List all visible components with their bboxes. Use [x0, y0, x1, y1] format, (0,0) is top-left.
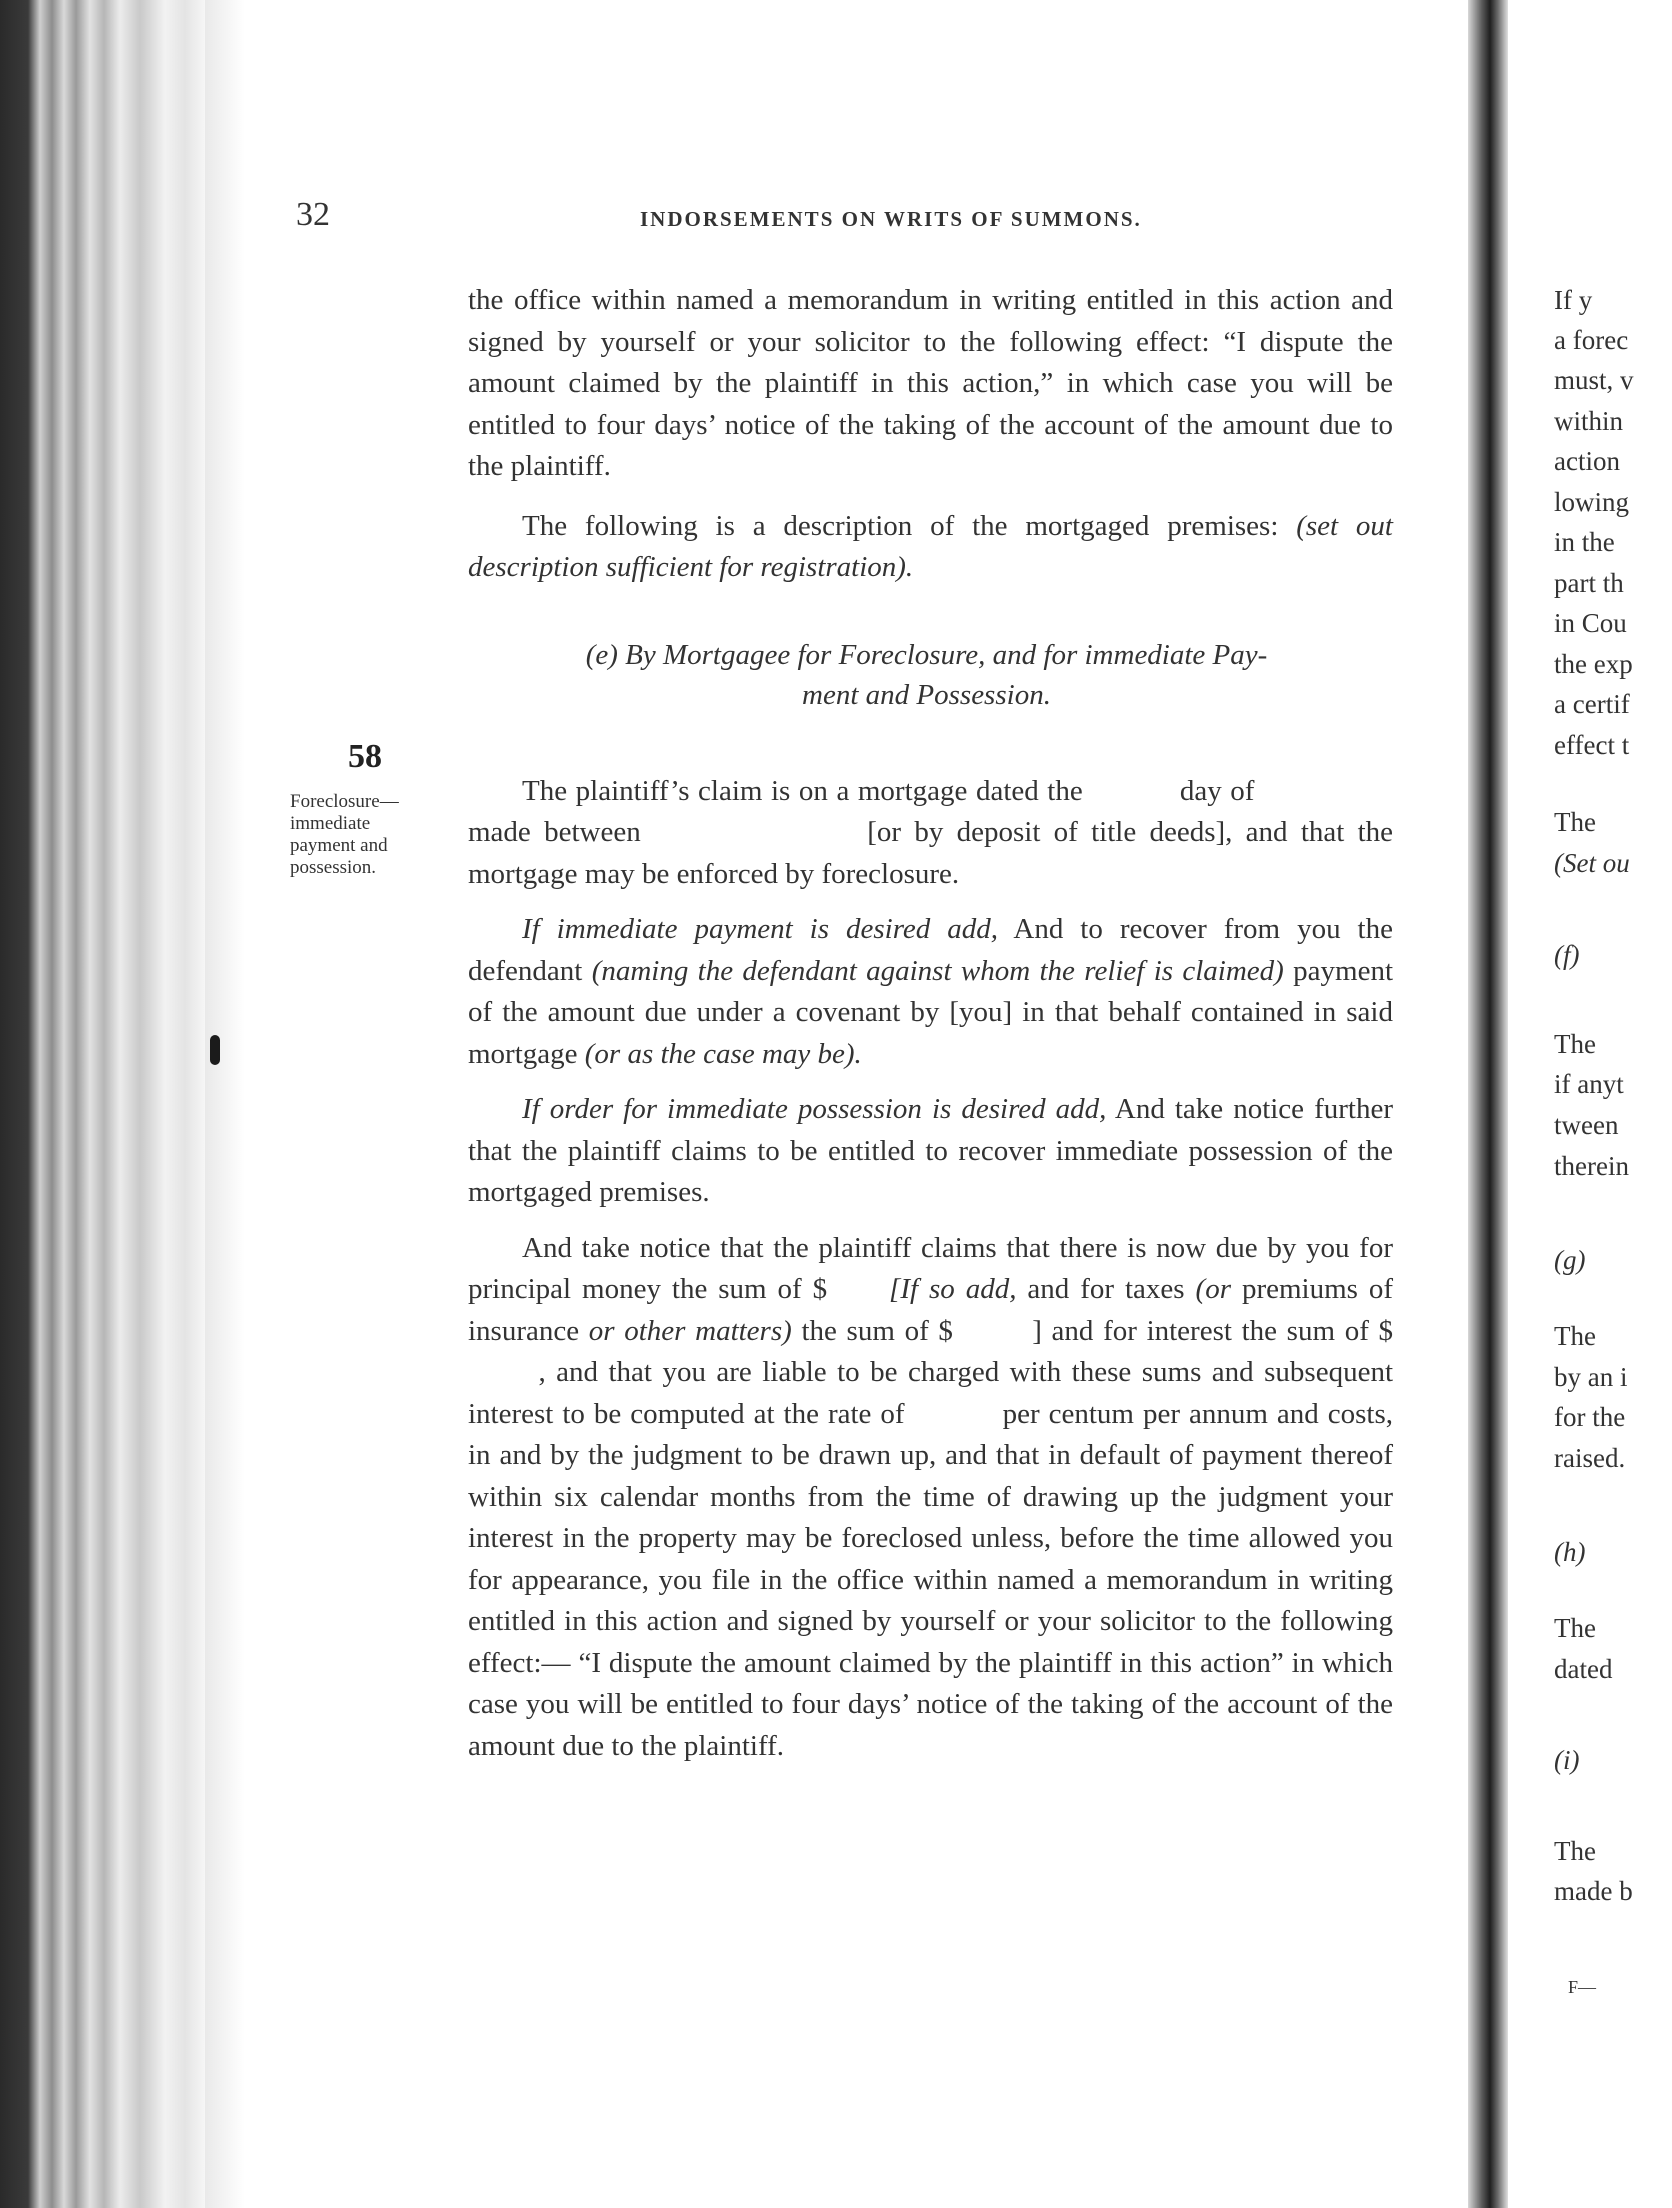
- margin-note-line: payment and: [290, 835, 388, 856]
- facing-page-line: F—: [1568, 1977, 1597, 1997]
- paragraph-italic-text: If immediate payment is desired add,: [522, 913, 999, 945]
- heading-line: By Mortgagee for Foreclosure, and for immediate Pay-: [625, 638, 1268, 671]
- paragraph-text: And take notice further that the plaintiff claims to be entitled to recover immediate possession of the mortgaged premises.: [468, 1093, 1393, 1208]
- facing-page-line: if anyt: [1554, 1069, 1624, 1099]
- facing-page-line: lowing: [1554, 487, 1630, 517]
- facing-page-line: (h): [1554, 1537, 1586, 1567]
- facing-page-line: a certif: [1554, 689, 1630, 719]
- facing-page-line: part th: [1554, 568, 1624, 598]
- running-head: INDORSEMENTS ON WRITS OF SUMMONS.: [640, 207, 1142, 231]
- paragraph-text: , and that you are liable to be charged with these sums and subsequent interest to be computed at the rate of: [468, 1356, 1394, 1430]
- facing-page-line: a forec: [1554, 325, 1629, 355]
- facing-page-line: by an i: [1554, 1362, 1628, 1392]
- facing-page-line: The: [1554, 807, 1596, 837]
- paragraph-italic-text: [If so add,: [889, 1273, 1017, 1305]
- paragraph-italic-text: (set out description sufficient for registration).: [468, 509, 1393, 583]
- facing-page-line: effect t: [1554, 730, 1630, 760]
- paragraph-text: And to recover from you the defendant: [468, 913, 1393, 987]
- paragraph-text: per centum per annum and costs, in and by the judgment to be drawn up, and that in default of payment thereof within six calendar months from the time of drawing up the judgment your interest in the property may be foreclosed unless, before the time allowed you for appearance, you file in the office within named a memorandum in writing entitled in this action and signed by yourself or your solicitor to the following effect:— “I dispute the amount claimed by the plaintiff in this action” in which case you will be entitled to four days’ notice of the taking of the account of the amount due to the plaintiff.: [468, 1397, 1394, 1762]
- margin-note: [290, 791, 460, 879]
- heading-label: (e): [585, 638, 618, 671]
- facing-page-line: The: [1554, 1029, 1596, 1059]
- margin-note-line: possession.: [290, 857, 377, 878]
- facing-page-line: in the: [1554, 527, 1615, 557]
- paragraph-text: The plaintiff’s claim is on a mortgage dated the: [522, 774, 1083, 807]
- page-number: 32: [296, 196, 330, 233]
- paragraph-description: [468, 506, 1393, 589]
- book-gutter: [1468, 0, 1508, 2208]
- facing-page-line: The: [1554, 1321, 1596, 1351]
- facing-page-line: dated: [1554, 1654, 1613, 1684]
- facing-page-line: action: [1554, 446, 1620, 476]
- paragraph-text: payment of the amount due under a covenant by [you] in that behalf contained in said mortgage: [468, 954, 1394, 1070]
- paragraph-italic-text: If order for immediate possession is desired add,: [522, 1093, 1107, 1125]
- paragraph-continuation: [468, 280, 1393, 488]
- paragraph-italic-text: (or as the case may be).: [584, 1037, 862, 1070]
- paragraph-text: day: [1179, 774, 1222, 807]
- paragraph-text: the sum of $: [801, 1314, 953, 1347]
- margin-note-line: Foreclosure—: [290, 791, 399, 812]
- facing-page-line: If y: [1554, 285, 1593, 315]
- paragraph-italic-text: (or: [1195, 1273, 1231, 1305]
- ink-mark: [210, 1035, 220, 1065]
- facing-page-line: (Set ou: [1554, 848, 1630, 878]
- section-number: 58: [348, 738, 382, 775]
- paragraph-text: made between: [468, 816, 641, 848]
- paragraph-notice: [468, 1228, 1393, 1768]
- margin-note-line: immediate: [290, 813, 371, 834]
- facing-page-line: (f): [1554, 940, 1580, 970]
- paragraph-text: of: [1230, 774, 1255, 807]
- section-heading: [468, 635, 1393, 715]
- paragraph-text: premiums of insurance: [468, 1273, 1394, 1347]
- paragraph-text: the office within named a memorandum in writing entitled in this action and signed by yourself or your solicitor to the following effect: “I dispute the amount claimed by the plaintiff in this action,” in which case you will be entitled to four days’ notice of the taking of the account of the amount due to the plaintiff.: [468, 284, 1393, 482]
- facing-page-line: (g): [1554, 1245, 1586, 1275]
- paragraph-immediate-payment: [468, 909, 1393, 1075]
- paragraph-text: [or by deposit of title deeds], and that the mortgage may be enforced by foreclosure.: [468, 816, 1394, 890]
- facing-page-fragment: [1508, 0, 1672, 2208]
- heading-line: ment and Possession.: [802, 678, 1051, 711]
- facing-page-line: raised.: [1554, 1443, 1626, 1473]
- facing-page-line: the exp: [1554, 649, 1633, 679]
- paragraph-claim: [468, 771, 1393, 896]
- page-shadow: [205, 0, 245, 2208]
- facing-page-line: for the: [1554, 1402, 1626, 1432]
- paragraph-immediate-possession: [468, 1089, 1393, 1214]
- facing-page-line: The: [1554, 1836, 1596, 1866]
- book-page-edges: [0, 0, 205, 2208]
- facing-page-line: within: [1554, 406, 1624, 436]
- facing-page-line: in Cou: [1554, 608, 1627, 638]
- facing-page-line: tween: [1554, 1110, 1619, 1140]
- paragraph-text: The following is a description of the mortgaged premises:: [522, 509, 1279, 542]
- paragraph-text: and for taxes: [1027, 1273, 1185, 1305]
- facing-page-line: (i): [1554, 1745, 1580, 1775]
- paragraph-italic-text: (naming the defendant against whom the relief is claimed): [591, 954, 1284, 987]
- paragraph-text: And take notice that the plaintiff claims that there is now due by you for principal money the sum of $: [468, 1231, 1393, 1305]
- body-text: [468, 280, 1393, 1767]
- paragraph-italic-text: or other matters): [588, 1314, 792, 1347]
- facing-page-line: The: [1554, 1613, 1596, 1643]
- facing-page-line: therein: [1554, 1151, 1629, 1181]
- paragraph-text: ] and for interest the sum of $: [1032, 1314, 1394, 1347]
- facing-page-line: must, v: [1554, 365, 1634, 395]
- facing-page-line: made b: [1554, 1876, 1633, 1906]
